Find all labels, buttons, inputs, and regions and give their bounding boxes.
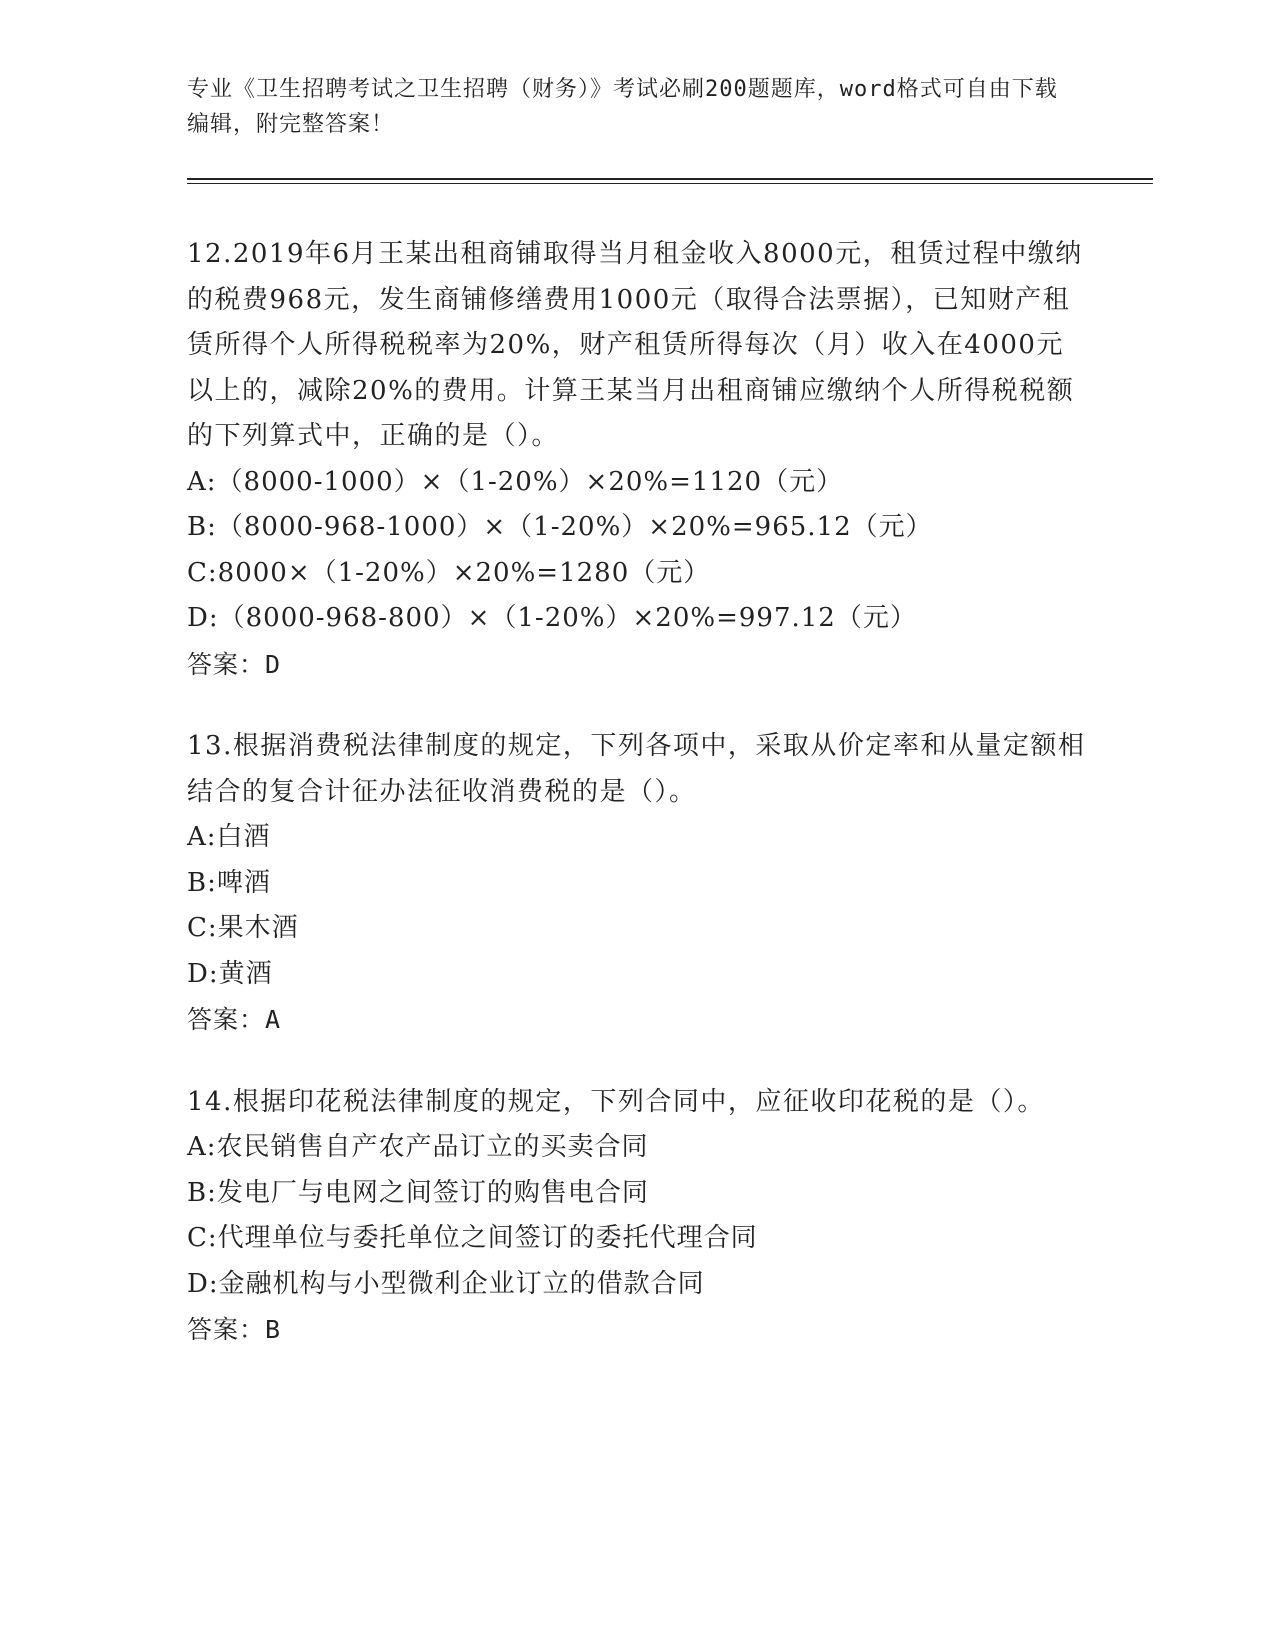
option-c: C:8000×（1-20%）×20%=1280（元）	[187, 557, 711, 588]
answer-line: 答案：B	[187, 1315, 282, 1344]
header-divider-thick	[187, 178, 1153, 180]
option-d: D:金融机构与小型微利企业订立的借款合同	[187, 1268, 705, 1299]
question-stem: 13.根据消费税法律制度的规定，下列各项中，采取从价定率和从量定额相结合的复合计征办法征收消费税的是（）。	[187, 731, 1086, 807]
option-a: A:农民销售自产农产品订立的买卖合同	[187, 1132, 649, 1162]
question-14	[187, 1080, 1087, 1353]
header-divider-thin	[187, 183, 1153, 184]
option-a: A:（8000-1000）×（1-20%）×20%=1120（元）	[187, 466, 844, 497]
answer-line: 答案：D	[187, 649, 282, 679]
question-list	[187, 232, 1087, 1390]
option-d: D:黄酒	[187, 958, 273, 989]
question-stem: 14.根据印花税法律制度的规定，下列合同中，应征收印花税的是（）。	[187, 1086, 1045, 1117]
option-b: B:（8000-968-1000）×（1-20%）×20%=965.12（元）	[187, 512, 933, 542]
option-b: B:发电厂与电网之间签订的购售电合同	[187, 1177, 649, 1208]
document-header: 专业《卫生招聘考试之卫生招聘（财务）》考试必刷200题题库，word格式可自由下载编辑，附完整答案！	[187, 77, 1058, 137]
option-d: D:（8000-968-800）×（1-20%）×20%=997.12（元）	[187, 603, 917, 633]
question-12	[187, 232, 1087, 687]
answer-line: 答案：A	[187, 1005, 282, 1034]
question-13	[187, 724, 1087, 1043]
question-stem: 12.2019年6月王某出租商铺取得当月租金收入8000元，租赁过程中缴纳的税费968元，发生商铺修缮费用1000元（取得合法票据），已知财产租赁所得个人所得税税率为20%，财产租赁所得每次（月）收入在4000元以上的，减除20%的费用。计算王某当月出租商铺应缴纳个人所得税税额的下列算式中，正确的是（）。	[187, 239, 1083, 451]
option-b: B:啤酒	[187, 867, 271, 898]
option-c: C:果木酒	[187, 913, 299, 943]
option-a: A:白酒	[187, 822, 271, 852]
option-c: C:代理单位与委托单位之间签订的委托代理合同	[187, 1223, 758, 1253]
